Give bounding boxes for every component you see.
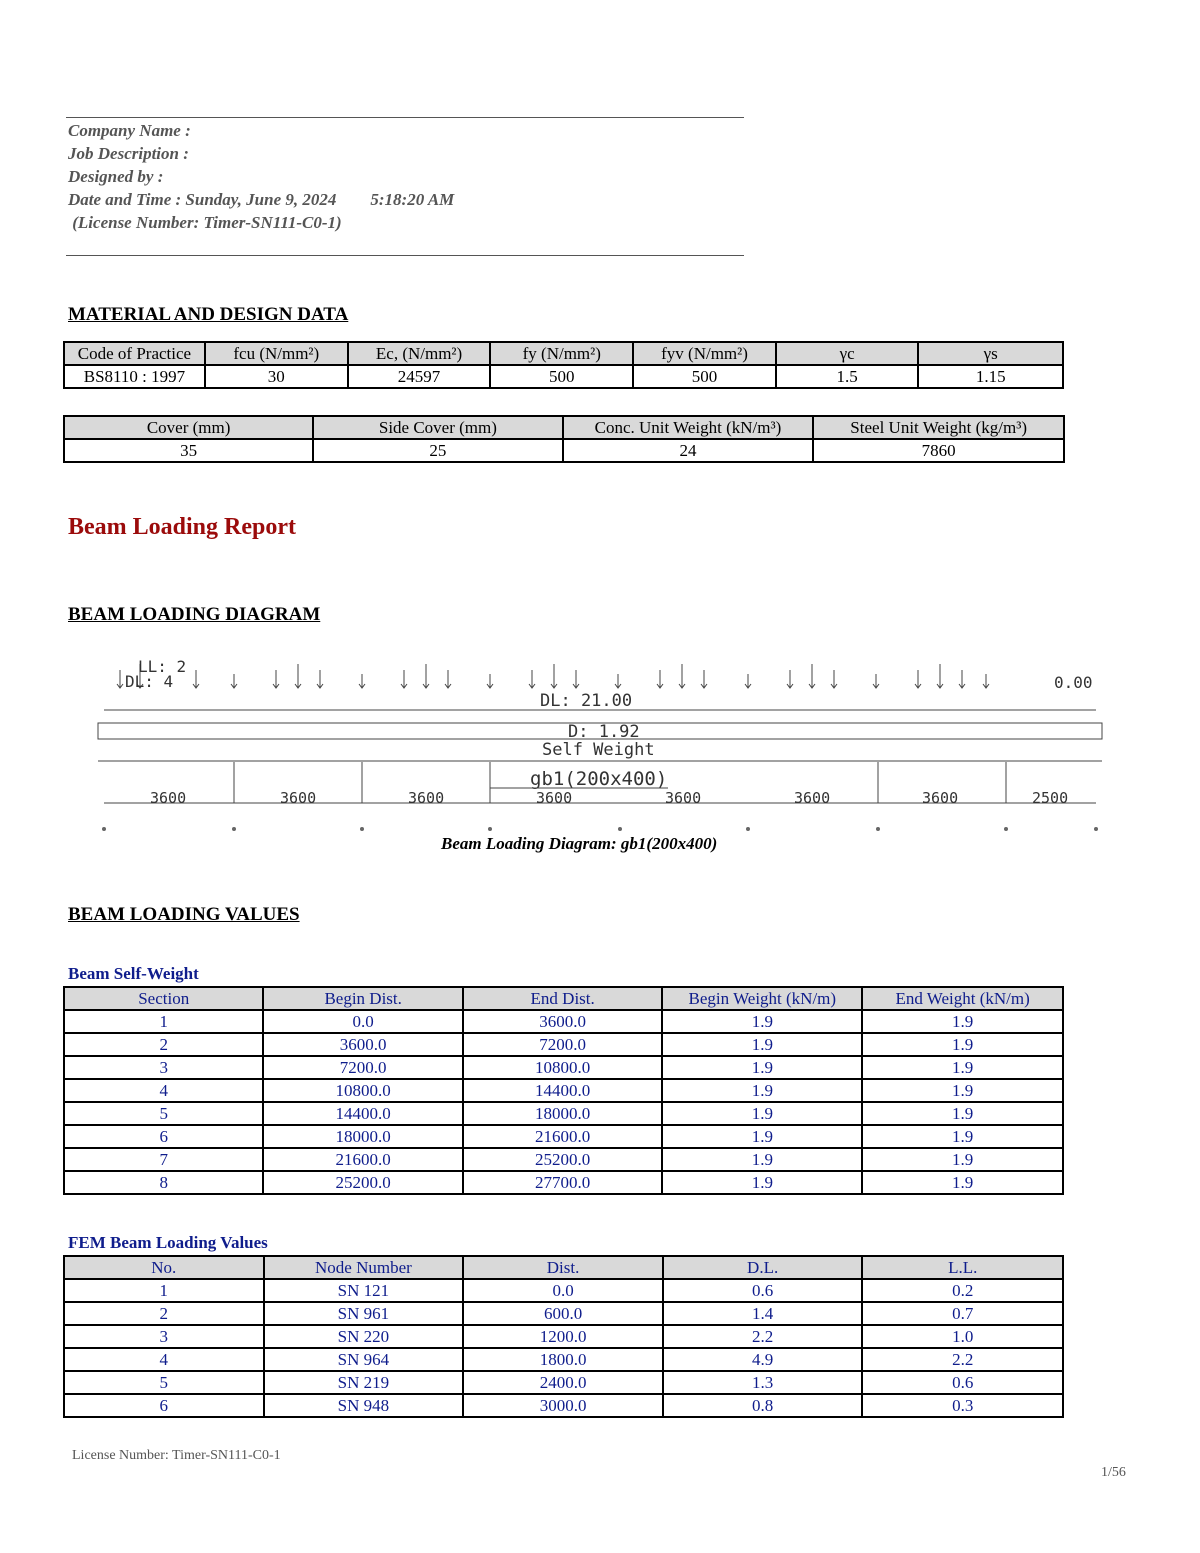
table-cell: 3	[64, 1325, 264, 1348]
table-cell: 6	[64, 1394, 264, 1417]
table-cell: SN 219	[264, 1371, 464, 1394]
header-cell: Cover (mm)	[64, 416, 313, 439]
table-cell: 0.6	[862, 1371, 1063, 1394]
company-name-line: Company Name :	[68, 121, 191, 140]
table-cell: 2	[64, 1302, 264, 1325]
fem-table	[63, 1255, 1064, 1418]
node-marker	[102, 827, 106, 831]
header-cell: End Weight (kN/m)	[862, 987, 1063, 1010]
value-cell: 25	[313, 439, 562, 462]
load-arrow	[573, 670, 579, 688]
node-marker	[876, 827, 880, 831]
header-cell: Dist.	[463, 1256, 663, 1279]
table-cell: 2.2	[663, 1325, 863, 1348]
header-cell: Section	[64, 987, 263, 1010]
header-cell: Code of Practice	[64, 342, 205, 365]
load-arrows	[117, 664, 989, 688]
table-cell: 1.9	[662, 1125, 862, 1148]
table-cell: 1200.0	[463, 1325, 663, 1348]
load-arrow	[445, 670, 451, 688]
table-cell: 5	[64, 1102, 263, 1125]
load-arrow	[959, 670, 965, 688]
table-cell: 27700.0	[463, 1171, 662, 1194]
table-cell: 3000.0	[463, 1394, 663, 1417]
load-arrow	[529, 670, 535, 688]
table-cell: 3600.0	[263, 1033, 463, 1056]
table-cell: 18000.0	[263, 1125, 463, 1148]
node-markers	[102, 827, 1098, 831]
load-arrow	[745, 674, 751, 688]
table-cell: 4	[64, 1348, 264, 1371]
value-cell: BS8110 : 1997	[64, 365, 205, 388]
load-arrow	[423, 664, 429, 688]
span-label: 3600	[150, 789, 187, 807]
table-row	[64, 1056, 1063, 1079]
dl-load-label: DL: 21.00	[540, 691, 633, 711]
table-cell: 2400.0	[463, 1371, 663, 1394]
table-cell: 1	[64, 1279, 264, 1302]
node-marker	[488, 827, 492, 831]
header-cell: Begin Dist.	[263, 987, 463, 1010]
table-cell: 600.0	[463, 1302, 663, 1325]
value-cell: 1.15	[918, 365, 1063, 388]
header-cell: γs	[918, 342, 1063, 365]
ll-label: LL: 2	[138, 657, 187, 676]
table-cell: 1.9	[662, 1010, 862, 1033]
value-cell: 35	[64, 439, 313, 462]
load-arrow	[937, 664, 943, 688]
span-label: 3600	[922, 789, 959, 807]
page-number: 1/56	[1101, 1465, 1126, 1480]
load-arrow	[657, 670, 663, 688]
self-weight-table	[63, 986, 1064, 1195]
span-labels	[150, 789, 1068, 807]
table-row	[64, 1033, 1063, 1056]
header-cell: Conc. Unit Weight (kN/m³)	[563, 416, 814, 439]
header-top-rule	[66, 117, 744, 118]
self-weight-label: Self Weight	[542, 740, 655, 760]
node-marker	[1004, 827, 1008, 831]
diagram-caption: Beam Loading Diagram: gb1(200x400)	[441, 834, 718, 853]
table-cell: 1.9	[662, 1079, 862, 1102]
table-cell: 1.9	[862, 1148, 1063, 1171]
table-cell: 7	[64, 1148, 263, 1171]
load-arrow	[831, 670, 837, 688]
diagram-section-title: BEAM LOADING DIAGRAM	[68, 604, 321, 625]
table-row	[64, 1371, 1063, 1394]
table-cell: 1800.0	[463, 1348, 663, 1371]
table-cell: 0.0	[263, 1010, 463, 1033]
table-cell: SN 948	[264, 1394, 464, 1417]
table-cell: SN 964	[264, 1348, 464, 1371]
load-arrow	[983, 674, 989, 688]
table-cell: 1.9	[662, 1102, 862, 1125]
table-cell: 1.9	[662, 1033, 862, 1056]
table-cell: SN 961	[264, 1302, 464, 1325]
table-cell: 0.7	[862, 1302, 1063, 1325]
span-label: 3600	[408, 789, 445, 807]
header-cell: Node Number	[264, 1256, 464, 1279]
value-cell: 1.5	[776, 365, 918, 388]
table-cell: 3600.0	[463, 1010, 662, 1033]
table-cell: 8	[64, 1171, 263, 1194]
table-cell: 2.2	[862, 1348, 1063, 1371]
table-row	[64, 1279, 1063, 1302]
load-arrow	[273, 670, 279, 688]
table-cell: 1.9	[862, 1056, 1063, 1079]
table-cell: 14400.0	[463, 1079, 662, 1102]
table-cell: 1.9	[662, 1056, 862, 1079]
table-cell: 25200.0	[263, 1171, 463, 1194]
table-cell: 1.9	[862, 1010, 1063, 1033]
table-row	[64, 1079, 1063, 1102]
table-cell: 1.3	[663, 1371, 863, 1394]
value-cell: 24	[563, 439, 814, 462]
table-row	[64, 1325, 1063, 1348]
d-load-label: D: 1.92	[568, 722, 640, 742]
load-arrow	[615, 674, 621, 688]
table-cell: 18000.0	[463, 1102, 662, 1125]
table-cell: 1	[64, 1010, 263, 1033]
table-cell: 2	[64, 1033, 263, 1056]
table-cell: 0.3	[862, 1394, 1063, 1417]
value-cell: 500	[633, 365, 776, 388]
table-cell: 7200.0	[263, 1056, 463, 1079]
cover-table-row	[64, 439, 1064, 462]
job-description-line: Job Description :	[68, 144, 189, 163]
table-cell: 7200.0	[463, 1033, 662, 1056]
dl-top-label: DL: 4	[125, 672, 174, 691]
table-cell: 25200.0	[463, 1148, 662, 1171]
load-arrow	[295, 664, 301, 688]
beam-loading-diagram	[0, 650, 1200, 840]
node-marker	[618, 827, 622, 831]
table-cell: 1.9	[862, 1171, 1063, 1194]
table-cell: 1.9	[662, 1148, 862, 1171]
table-cell: 1.0	[862, 1325, 1063, 1348]
header-cell: End Dist.	[463, 987, 662, 1010]
load-arrow	[809, 664, 815, 688]
table-row	[64, 1394, 1063, 1417]
table-row	[64, 1125, 1063, 1148]
header-cell: D.L.	[663, 1256, 863, 1279]
table-cell: 1.9	[662, 1171, 862, 1194]
table-cell: 3	[64, 1056, 263, 1079]
load-arrow	[231, 674, 237, 688]
header-bottom-rule	[66, 255, 744, 256]
load-arrow	[359, 674, 365, 688]
table-row	[64, 1102, 1063, 1125]
table-header-row	[64, 1256, 1063, 1279]
value-cell: 30	[205, 365, 348, 388]
material-table-row	[64, 365, 1063, 388]
load-arrow	[679, 664, 685, 688]
node-marker	[360, 827, 364, 831]
table-cell: 5	[64, 1371, 264, 1394]
node-marker	[1094, 827, 1098, 831]
table-row	[64, 1348, 1063, 1371]
license-line: (License Number: Timer-SN111-C0-1)	[68, 213, 342, 232]
header-cell: fyv (N/mm²)	[633, 342, 776, 365]
table-cell: SN 121	[264, 1279, 464, 1302]
table-cell: 14400.0	[263, 1102, 463, 1125]
table-cell: 6	[64, 1125, 263, 1148]
table-row	[64, 1148, 1063, 1171]
span-label: 3600	[280, 789, 317, 807]
table-row	[64, 1171, 1063, 1194]
cover-table-header	[64, 416, 1064, 439]
material-table	[63, 341, 1064, 389]
header-cell: Steel Unit Weight (kg/m³)	[813, 416, 1064, 439]
date-time-line: Date and Time : Sunday, June 9, 2024 5:18:20 AM	[68, 190, 455, 209]
table-row	[64, 1302, 1063, 1325]
load-arrow	[787, 670, 793, 688]
header-cell: No.	[64, 1256, 264, 1279]
table-cell: 10800.0	[463, 1056, 662, 1079]
value-cell: 24597	[348, 365, 491, 388]
table-cell: SN 220	[264, 1325, 464, 1348]
load-arrow	[487, 674, 493, 688]
material-section-title: MATERIAL AND DESIGN DATA	[68, 304, 349, 325]
values-section-title: BEAM LOADING VALUES	[68, 904, 300, 925]
load-arrow	[873, 674, 879, 688]
table-cell: 0.8	[663, 1394, 863, 1417]
table-cell: 21600.0	[263, 1148, 463, 1171]
value-cell: 7860	[813, 439, 1064, 462]
load-arrow	[401, 670, 407, 688]
self-weight-table-title: Beam Self-Weight	[68, 964, 199, 983]
fem-table-title: FEM Beam Loading Values	[68, 1233, 268, 1252]
table-cell: 1.9	[862, 1102, 1063, 1125]
table-cell: 0.2	[862, 1279, 1063, 1302]
beam-label: gb1(200x400)	[530, 768, 668, 790]
span-label: 3600	[665, 789, 702, 807]
load-arrow	[117, 670, 123, 688]
load-arrow	[701, 670, 707, 688]
load-arrow	[193, 670, 199, 688]
table-cell: 10800.0	[263, 1079, 463, 1102]
header-cell: Begin Weight (kN/m)	[662, 987, 862, 1010]
table-cell: 1.9	[862, 1125, 1063, 1148]
table-cell: 21600.0	[463, 1125, 662, 1148]
cover-table	[63, 415, 1065, 463]
header-cell: Ec, (N/mm²)	[348, 342, 491, 365]
header-cell: γc	[776, 342, 918, 365]
table-cell: 1.9	[862, 1079, 1063, 1102]
table-cell: 4.9	[663, 1348, 863, 1371]
load-arrow	[915, 670, 921, 688]
value-cell: 500	[490, 365, 633, 388]
header-cell: fy (N/mm²)	[490, 342, 633, 365]
table-header-row	[64, 987, 1063, 1010]
span-label: 3600	[794, 789, 831, 807]
load-arrow	[551, 664, 557, 688]
table-cell: 0.0	[463, 1279, 663, 1302]
table-cell: 4	[64, 1079, 263, 1102]
span-label: 3600	[536, 789, 573, 807]
top-right-label: 0.00	[1054, 673, 1093, 692]
designed-by-line: Designed by :	[68, 167, 164, 186]
node-marker	[232, 827, 236, 831]
span-label: 2500	[1032, 789, 1069, 807]
table-cell: 1.9	[862, 1033, 1063, 1056]
header-cell: L.L.	[862, 1256, 1063, 1279]
load-arrow	[317, 670, 323, 688]
table-cell: 0.6	[663, 1279, 863, 1302]
report-title: Beam Loading Report	[68, 514, 296, 540]
header-cell: Side Cover (mm)	[313, 416, 562, 439]
footer-license: License Number: Timer-SN111-C0-1	[72, 1448, 281, 1463]
table-cell: 1.4	[663, 1302, 863, 1325]
header-cell: fcu (N/mm²)	[205, 342, 348, 365]
table-row	[64, 1010, 1063, 1033]
material-table-header	[64, 342, 1063, 365]
node-marker	[746, 827, 750, 831]
